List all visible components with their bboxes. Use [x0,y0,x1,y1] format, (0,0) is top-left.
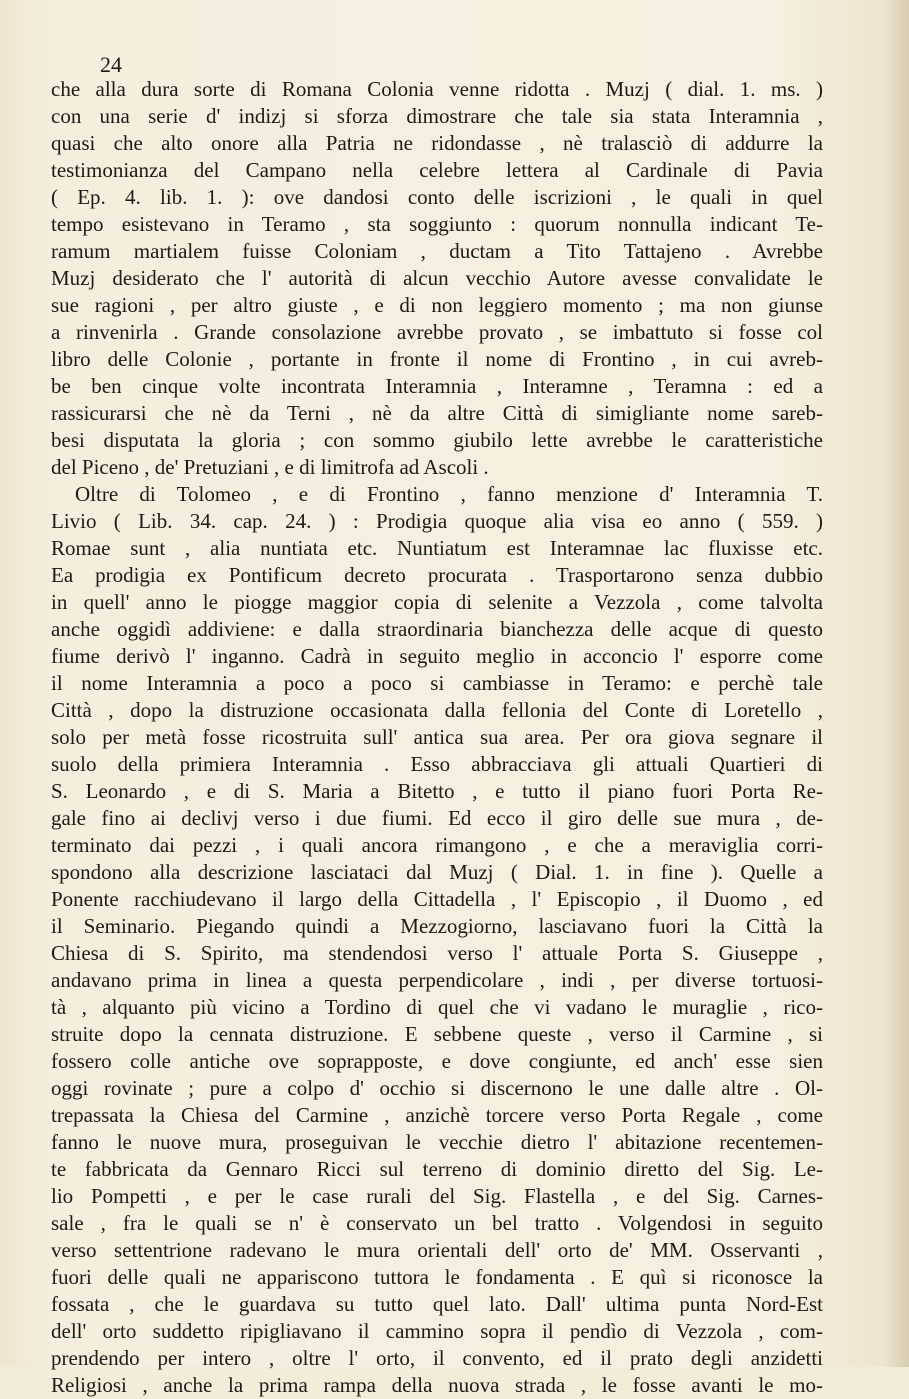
text-line: be ben cinque volte incontrata Interamnia , Interamne , Teramna : ed a [51,374,823,398]
text-line: sue ragioni , per altro giuste , e di non leggiero momento ; ma non giunse [51,293,823,317]
text-line: Città , dopo la distruzione occasionata dalla fellonia del Conte di Loretello , [51,698,823,722]
text-line: tà , alquanto più vicino a Tordino di quel che vi vadano le muraglie , rico- [51,995,823,1019]
text-line: te fabbricata da Gennaro Ricci sul terreno di dominio diretto del Sig. Le- [51,1157,823,1181]
text-line: struite dopo la cennata distruzione. E sebbene queste , verso il Carmine , si [51,1022,823,1046]
body-text [51,76,823,1399]
page-edge-shadow [883,0,909,1367]
text-line: prendendo per intero , oltre l' orto, il convento, ed il prato degli anzidetti [51,1346,823,1370]
text-line: Romae sunt , alia nuntiata etc. Nuntiatum est Interamnae lac fluxisse etc. [51,536,823,560]
text-line: rassicurarsi che nè da Terni , nè da altre Città di simigliante nome sareb- [51,401,823,425]
text-line: del Piceno , de' Pretuziani , e di limitrofa ad Ascoli . [51,455,489,479]
text-line: tempo esistevano in Teramo , sta soggiunto : quorum nonnulla indicant Te- [51,212,823,236]
text-line: lio Pompetti , e per le case rurali del Sig. Flastella , e del Sig. Carnes- [51,1184,823,1208]
text-line: terminato dai pezzi , i quali ancora rimangono , e che a meraviglia corri- [51,833,823,857]
text-line: Chiesa di S. Spirito, ma stendendosi verso l' attuale Porta S. Giuseppe , [51,941,823,965]
text-line: besi disputata la gloria ; con sommo giubilo lette avrebbe le caratteristiche [51,428,823,452]
text-line: ( Ep. 4. lib. 1. ): ove dandosi conto delle iscrizioni , le quali in quel [51,185,823,209]
text-line: a rinvenirla . Grande consolazione avrebbe provato , se imbattuto si fosse col [51,320,823,344]
text-line: andavano prima in linea a questa perpendicolare , indi , per diverse tortuosi- [51,968,823,992]
text-line: oggi rovinate ; pure a colpo d' occhio si discernono le une dalle altre . Ol- [51,1076,823,1100]
text-line: spondono alla descrizione lasciataci dal Muzj ( Dial. 1. in fine ). Quelle a [51,860,823,884]
text-line: fossero colle antiche ove soprapposte, e dove congiunte, ed anch' esse sien [51,1049,823,1073]
text-line: Muzj desiderato che l' autorità di alcun vecchio Autore avesse convalidate le [51,266,823,290]
text-line: fossata , che le guardava su tutto quel lato. Dall' ultima punta Nord-Est [51,1292,823,1316]
text-line: testimonianza del Campano nella celebre lettera al Cardinale di Pavia [51,158,823,182]
text-line: Religiosi , anche la prima rampa della nuova strada , le fosse avanti le mo- [51,1373,823,1397]
text-line: sale , fra le quali se n' è conservato un bel tratto . Volgendosi in seguito [51,1211,823,1235]
text-line: il nome Interamnia a poco a poco si cambiasse in Teramo: e perchè tale [51,671,823,695]
text-line: Livio ( Lib. 34. cap. 24. ) : Prodigia quoque alia visa eo anno ( 559. ) [51,509,823,533]
text-line: verso settentrione radevano le mura orientali dell' orto de' MM. Osservanti , [51,1238,823,1262]
text-line: con una serie d' indizj si sforza dimostrare che tale sia stata Interamnia , [51,104,823,128]
text-line: dell' orto suddetto ripigliavano il cammino sopra il pendìo di Vezzola , com- [51,1319,823,1343]
text-line: Oltre di Tolomeo , e di Frontino , fanno menzione d' Interamnia T. [75,482,823,506]
text-line: Ponente racchiudevano il largo della Cittadella , l' Episcopio , il Duomo , ed [51,887,823,911]
text-line: in quell' anno le piogge maggior copia di selenite a Vezzola , come talvolta [51,590,823,614]
text-line: quasi che alto onore alla Patria ne ridondasse , nè tralasciò di addurre la [51,131,823,155]
text-line: Ea prodigia ex Pontificum decreto procurata . Trasportarono senza dubbio [51,563,823,587]
text-line: suolo della primiera Interamnia . Esso abbracciava gli attuali Quartieri di [51,752,823,776]
text-line: fanno le nuove mura, proseguivan le vecchie dietro l' abitazione recentemen- [51,1130,823,1154]
text-line: fiume derivò l' inganno. Cadrà in seguito meglio in acconcio l' esporre come [51,644,823,668]
page-number: 24 [100,52,122,77]
text-line: fuori delle quali ne appariscono tuttora le fondamenta . E quì si riconosce la [51,1265,823,1289]
text-line: che alla dura sorte di Romana Colonia venne ridotta . Muzj ( dial. 1. ms. ) [51,77,823,101]
text-line: il Seminario. Piegando quindi a Mezzogiorno, lasciavano fuori la Città la [51,914,823,938]
text-line: S. Leonardo , e di S. Maria a Bitetto , e tutto il piano fuori Porta Re- [51,779,823,803]
text-line: gale fino ai declivj verso i due fiumi. Ed ecco il giro delle sue mura , de- [51,806,823,830]
text-line: trepassata la Chiesa del Carmine , anzichè torcere verso Porta Regale , come [51,1103,823,1127]
text-line: solo per metà fosse ricostruita sull' antica sua area. Per ora giova segnare il [51,725,823,749]
text-line: libro delle Colonie , portante in fronte il nome di Frontino , in cui avreb- [51,347,823,371]
text-line: anche oggidì addiviene: e dalla straordinaria bianchezza delle acque di questo [51,617,823,641]
text-line: ramum martialem fuisse Coloniam , ductam a Tito Tattajeno . Avrebbe [51,239,823,263]
